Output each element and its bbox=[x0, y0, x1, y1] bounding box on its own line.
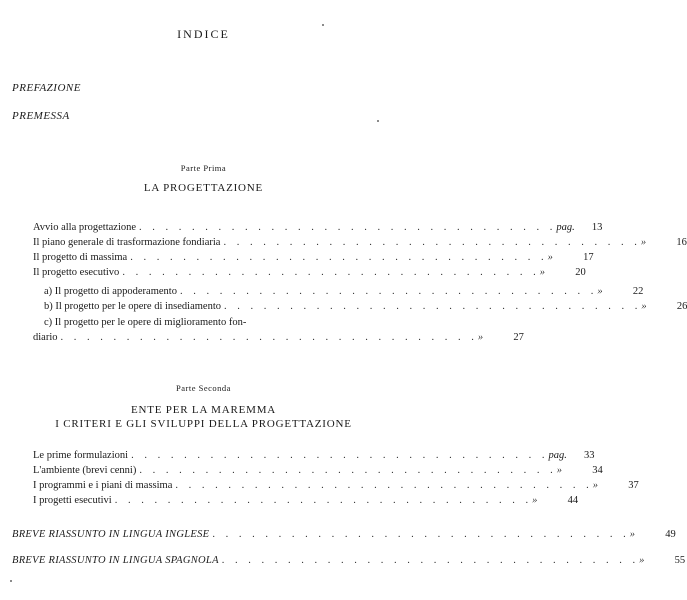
toc-entry-label: c) Il progetto per le opere di miglioramento fon- bbox=[44, 317, 247, 328]
toc-entry-label: Avvio alla progettazione bbox=[33, 222, 137, 233]
ditto-mark: » bbox=[639, 555, 645, 566]
page-number: 20 bbox=[575, 267, 586, 278]
part-one-label: Parte Prima bbox=[180, 163, 227, 173]
part-two-label: Parte Seconda bbox=[176, 383, 231, 393]
leader-dots: . . . . . . . . . . . . . . . . . . . . . . . . . . . . . . . . bbox=[130, 252, 548, 263]
page-title: INDICE bbox=[177, 27, 230, 41]
ditto-mark: » bbox=[477, 332, 484, 343]
toc-entry-label: diario bbox=[33, 332, 58, 343]
leader-dots: . . . . . . . . . . . . . . . . . . . . . . . . . . . . . . . . bbox=[139, 222, 557, 233]
leader-dots: . . . . . . . . . . . . . . . . . . . . . . . . . . . . . . . . bbox=[131, 450, 549, 461]
toc-entry bbox=[33, 479, 639, 492]
part-one-title: LA PROGETTAZIONE bbox=[143, 182, 264, 194]
toc-entry-label: Le prime formulazioni bbox=[33, 450, 129, 461]
leader-dots: . . . . . . . . . . . . . . . . . . . . . . . . . . . . . . . . bbox=[212, 529, 630, 540]
leader-dots: . . . . . . . . . . . . . . . . . . . . . . . . . . . . . . . . bbox=[179, 286, 598, 297]
toc-entry bbox=[33, 494, 579, 507]
toc-entry bbox=[33, 331, 524, 344]
page-number: 26 bbox=[676, 301, 687, 312]
toc-entry bbox=[44, 285, 644, 298]
ditto-mark: » bbox=[556, 465, 562, 476]
toc-entry-label: I programmi e i piani di massima bbox=[33, 480, 173, 491]
leader-dots: . . . . . . . . . . . . . . . . . . . . . . . . . . . . . . . . bbox=[114, 495, 533, 506]
pag-label: pag. bbox=[548, 450, 567, 461]
toc-entry bbox=[44, 300, 687, 313]
toc-entry bbox=[33, 221, 603, 234]
page-number: 17 bbox=[583, 252, 594, 263]
ditto-mark: » bbox=[547, 252, 553, 263]
ditto-mark: » bbox=[539, 267, 545, 278]
toc-entry-label: b) Il progetto per le opere di insediamento bbox=[44, 301, 221, 312]
toc-entry bbox=[33, 464, 603, 477]
toc-entry-label: BREVE RIASSUNTO IN LINGUA INGLESE bbox=[12, 529, 210, 540]
page-number: 34 bbox=[592, 465, 603, 476]
print-speck bbox=[10, 580, 12, 582]
ditto-mark: » bbox=[629, 529, 635, 540]
toc-entry bbox=[33, 449, 595, 462]
print-speck bbox=[377, 120, 379, 122]
pag-label: pag. bbox=[556, 222, 575, 233]
toc-entry-label: a) Il progetto di appoderamento bbox=[44, 286, 177, 297]
front-matter-premise: PREMESSA bbox=[12, 110, 70, 122]
page-number: 37 bbox=[628, 480, 639, 491]
front-matter-preface: PREFAZIONE bbox=[12, 82, 81, 94]
ditto-mark: » bbox=[597, 286, 603, 297]
toc-entry-label: Il progetto di massima bbox=[33, 252, 128, 263]
part-two-subtitle: I CRITERI E GLI SVILUPPI DELLA PROGETTAZIONE bbox=[55, 418, 352, 430]
page-number: 44 bbox=[567, 495, 579, 506]
part-two-title: ENTE PER LA MAREMMA bbox=[130, 404, 277, 416]
page-number: 55 bbox=[674, 555, 686, 566]
toc-entry bbox=[12, 528, 676, 541]
leader-dots: . . . . . . . . . . . . . . . . . . . . . . . . . . . . . . . . bbox=[223, 237, 641, 248]
ditto-mark: » bbox=[532, 495, 538, 506]
toc-entry bbox=[33, 266, 586, 279]
page-number: 22 bbox=[632, 286, 644, 297]
leader-dots: . . . . . . . . . . . . . . . . . . . . . . . . . . . . . . . . bbox=[175, 480, 593, 491]
toc-entry-label: Il progetto esecutivo bbox=[33, 267, 120, 278]
toc-entry-label: BREVE RIASSUNTO IN LINGUA SPAGNOLA bbox=[12, 555, 219, 566]
toc-entry-label: L'ambiente (brevi cenni) bbox=[33, 465, 137, 476]
toc-entry bbox=[33, 236, 687, 249]
toc-entry-label: Il piano generale di trasformazione fondiaria bbox=[33, 237, 221, 248]
page-number: 27 bbox=[513, 332, 524, 343]
ditto-mark: » bbox=[640, 237, 647, 248]
print-speck bbox=[322, 24, 324, 26]
leader-dots: . . . . . . . . . . . . . . . . . . . . . . . . . . . . . . . . bbox=[223, 301, 642, 312]
ditto-mark: » bbox=[592, 480, 599, 491]
page-number: 13 bbox=[591, 222, 603, 233]
toc-entry bbox=[33, 251, 594, 264]
leader-dots: . . . . . . . . . . . . . . . . . . . . . . . . . . . . . . . . bbox=[221, 555, 640, 566]
leader-dots: . . . . . . . . . . . . . . . . . . . . . . . . . . . . . . . . bbox=[60, 332, 478, 343]
leader-dots: . . . . . . . . . . . . . . . . . . . . . . . . . . . . . . . . bbox=[122, 267, 540, 278]
toc-entry-label: I progetti esecutivi bbox=[33, 495, 112, 506]
ditto-mark: » bbox=[641, 301, 647, 312]
toc-entry bbox=[12, 554, 686, 567]
leader-dots: . . . . . . . . . . . . . . . . . . . . . . . . . . . . . . . . bbox=[139, 465, 557, 476]
page-number: 33 bbox=[583, 450, 595, 461]
page-number: 16 bbox=[676, 237, 687, 248]
page-number: 49 bbox=[665, 529, 676, 540]
